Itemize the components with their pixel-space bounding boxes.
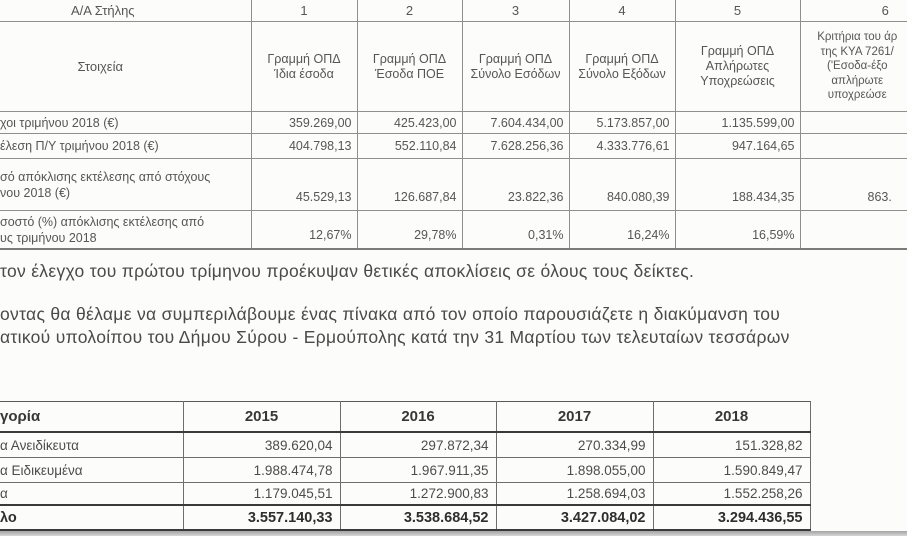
value-cell: 1.590.849,47 bbox=[653, 458, 810, 483]
value-cell: 16,24% bbox=[569, 211, 675, 250]
table-row bbox=[0, 112, 907, 134]
value-cell: 840.080,39 bbox=[569, 159, 675, 211]
value-cell: 1.988.474,78 bbox=[183, 458, 340, 483]
year-header-2016: 2016 bbox=[340, 402, 496, 433]
value-cell bbox=[800, 211, 907, 250]
value-cell: 389.620,04 bbox=[183, 432, 340, 458]
value-cell: 4.333.776,61 bbox=[569, 134, 675, 159]
year-header-2018: 2018 bbox=[653, 402, 810, 433]
value-cell: 1.179.045,51 bbox=[183, 483, 340, 506]
value-cell: 1.552.258,26 bbox=[653, 483, 810, 506]
stoixeia-header: Στοιχεία bbox=[0, 22, 251, 112]
value-cell: 1.135.599,00 bbox=[675, 112, 800, 134]
row-label: α Ειδικευμένα bbox=[0, 458, 183, 483]
value-cell: 1.967.911,35 bbox=[340, 458, 496, 483]
column-header-5: Γραμμή ΟΠΔ Απλήρωτες Υποχρεώσεις bbox=[675, 22, 800, 112]
row-label: α Ανειδίκευτα bbox=[0, 432, 183, 458]
year-header-row bbox=[0, 402, 810, 433]
value-cell: 270.334,99 bbox=[496, 432, 653, 458]
column-index-2: 2 bbox=[357, 0, 462, 22]
total-value-cell: 3.557.140,33 bbox=[183, 505, 340, 530]
column-title-header-row bbox=[0, 22, 907, 112]
row-label: χοι τριμήνου 2018 (€) bbox=[0, 112, 251, 134]
total-value-cell: 3.294.436,55 bbox=[653, 505, 810, 530]
column-index-1: 1 bbox=[251, 0, 357, 22]
column-index-6: 6 bbox=[800, 0, 907, 22]
year-header-2015: 2015 bbox=[183, 402, 340, 433]
row-label: έλεση Π/Υ τριμήνου 2018 (€) bbox=[0, 134, 251, 159]
value-cell: 1.898.055,00 bbox=[496, 458, 653, 483]
value-cell: 297.872,34 bbox=[340, 432, 496, 458]
column-index-header-row bbox=[0, 0, 907, 22]
column-header-2: Γραμμή ΟΠΔ Έσοδα ΠΟΕ bbox=[357, 22, 462, 112]
cash-balance-by-year-table bbox=[0, 401, 811, 531]
value-cell: 23.822,36 bbox=[462, 159, 569, 211]
value-cell: 45.529,13 bbox=[251, 159, 357, 211]
total-row bbox=[0, 505, 810, 530]
column-header-4: Γραμμή ΟΠΔ Σύνολο Εξόδων bbox=[569, 22, 675, 112]
value-cell: 359.269,00 bbox=[251, 112, 357, 134]
value-cell: 1.258.694,03 bbox=[496, 483, 653, 506]
table-row bbox=[0, 159, 907, 211]
column-index-5: 5 bbox=[675, 0, 800, 22]
value-cell: 29,78% bbox=[357, 211, 462, 250]
value-cell: 5.173.857,00 bbox=[569, 112, 675, 134]
column-header-1: Γραμμή ΟΠΔ Ίδια έσοδα bbox=[251, 22, 357, 112]
column-index-3: 3 bbox=[462, 0, 569, 22]
value-cell: 151.328,82 bbox=[653, 432, 810, 458]
table-row bbox=[0, 483, 810, 506]
value-cell: 0,31% bbox=[462, 211, 569, 250]
column-header-6: Κριτήρια του άρ της ΚΥΑ 7261/ ('Εσοδα-έξο απλήρωτε υποχρεώσε bbox=[800, 22, 907, 112]
table-row bbox=[0, 134, 907, 159]
total-label: λο bbox=[0, 505, 183, 530]
row-label: σοστό (%) απόκλισης εκτέλεσης από υς τριμήνου 2018 bbox=[0, 211, 251, 250]
table-row bbox=[0, 211, 907, 250]
category-header: γορία bbox=[0, 402, 183, 433]
column-index-label: Α/Α Στήλης bbox=[0, 0, 251, 22]
table-row bbox=[0, 432, 810, 458]
total-value-cell: 3.427.084,02 bbox=[496, 505, 653, 530]
value-cell: 188.434,35 bbox=[675, 159, 800, 211]
value-cell: 552.110,84 bbox=[357, 134, 462, 159]
value-cell: 863. bbox=[800, 159, 907, 211]
scanner-shadow-strip bbox=[0, 531, 907, 536]
paragraph-intro-line1: οντας θα θέλαμε να συμπεριλάβουμε ένας πίνακα από τον οποίο παρουσιάζετε η διακύμανση του bbox=[0, 304, 781, 324]
value-cell: 7.628.256,36 bbox=[462, 134, 569, 159]
total-value-cell: 3.538.684,52 bbox=[340, 505, 496, 530]
paragraph-findings: τον έλεγχο του πρώτου τρίμηνου προέκυψαν θετικές αποκλίσεις σε όλους τους δείκτες. bbox=[0, 261, 695, 281]
value-cell: 404.798,13 bbox=[251, 134, 357, 159]
value-cell: 425.423,00 bbox=[357, 112, 462, 134]
row-label: α bbox=[0, 483, 183, 506]
value-cell bbox=[800, 134, 907, 159]
year-header-2017: 2017 bbox=[496, 402, 653, 433]
paragraph-intro-line2: ατικού υπολοίπου του Δήμου Σύρου - Ερμούπολης κατά την 31 Μαρτίου των τελευταίων τεσσάρων bbox=[0, 327, 790, 347]
value-cell: 126.687,84 bbox=[357, 159, 462, 211]
table-row bbox=[0, 458, 810, 483]
value-cell: 12,67% bbox=[251, 211, 357, 250]
value-cell: 16,59% bbox=[675, 211, 800, 250]
quarterly-opd-table bbox=[0, 0, 907, 250]
value-cell: 947.164,65 bbox=[675, 134, 800, 159]
column-header-3: Γραμμή ΟΠΔ Σύνολο Εσόδων bbox=[462, 22, 569, 112]
value-cell: 7.604.434,00 bbox=[462, 112, 569, 134]
row-label: σό απόκλισης εκτέλεσης από στόχους νου 2018 (€) bbox=[0, 159, 251, 211]
value-cell: 1.272.900,83 bbox=[340, 483, 496, 506]
column-index-4: 4 bbox=[569, 0, 675, 22]
value-cell bbox=[800, 112, 907, 134]
